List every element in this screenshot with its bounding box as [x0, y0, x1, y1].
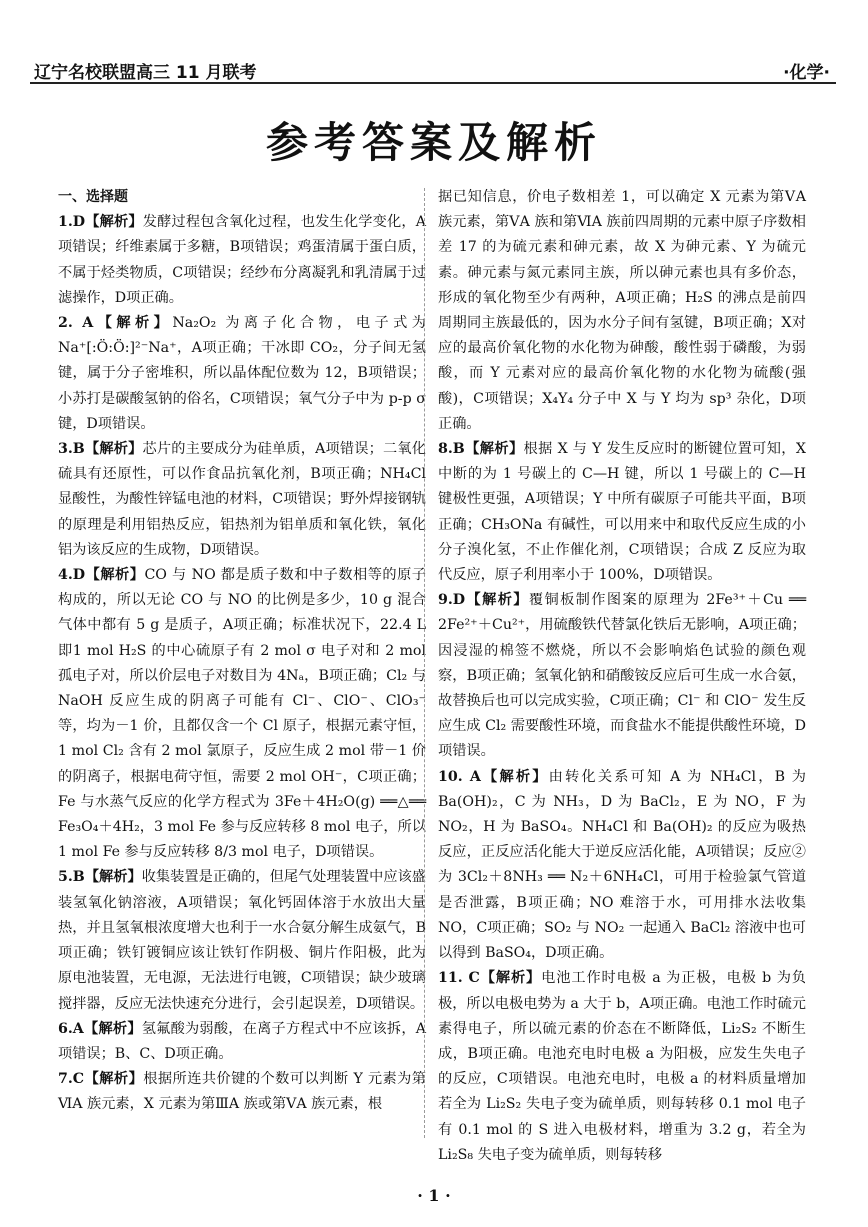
answer-number: 1.D	[58, 214, 86, 231]
answer-number: 5.B	[58, 869, 85, 886]
answer-text: 发酵过程包含氧化过程，也发生化学变化，A项错误；纤维素属于多糖，B项错误；鸡蛋清属于蛋白质，不属于烃类物质，C项错误；经纱布分离凝乳和乳清属于过滤操作，D项正确。	[58, 214, 426, 306]
answer-text: 据已知信息，价电子数相差 1，可以确定 X 元素为第ⅤA 族元素，第ⅤA 族和第ⅥA 族前四周期的元素中原子序数相差 17 的为硫元素和砷元素，故 X 为砷元素、Y 为硫元素。砷元素与氮元素同主族，所以砷元素也具有多价态，形成的氧化物至少有两种，A项正确；H₂S 的沸点是前四周期同主族最低的，因为水分子间有氢键，B项正确；X对应的最高价氧化物的水化物为砷酸，酸性弱于磷酸，为弱酸，而 Y 元素对应的最高价氧化物的水化物为硫酸(强酸)，C项错误；X₄Y₄ 分子中 X 与 Y 均为 sp³ 杂化，D项正确。	[438, 189, 806, 432]
answer-number: 4.D	[58, 567, 86, 584]
answer-item	[438, 588, 806, 764]
answer-item	[438, 765, 806, 967]
answer-text: Na₂O₂ 为离子化合物，电子式为 Na⁺[:Ö:Ö:]²⁻Na⁺，A项正确；干冰即 CO₂，分子间无氢键，属于分子密堆积，所以晶体配位数为 12，B项错误；小苏打是碳酸氢钠的俗名，C项错误；氧气分子中为 p-p σ 键，D项错误。	[58, 315, 426, 432]
answer-text: 氢氟酸为弱酸，在离子方程式中不应该拆，A项错误；B、C、D项正确。	[58, 1020, 426, 1062]
answer-number: 8.B	[438, 441, 465, 458]
answer-number: 9.D	[438, 592, 466, 609]
page-number: · 1 ·	[417, 1186, 451, 1205]
answer-item	[58, 437, 426, 563]
analysis-tag: 【解析】	[464, 441, 524, 458]
answer-item	[58, 865, 426, 1016]
answer-text: CO 与 NO 都是质子数和中子数相等的原子构成的，所以无论 CO 与 NO 的比例是多少，10 g 混合气体中都有 5 g 是质子，A项正确；标准状况下，22.4 L 即1 mol H₂S 的中心硫原子有 2 mol σ 电子对和 2 mol 孤电子对，所以价层电子对数目为 4Nₐ，B项正确；Cl₂ 与 NaOH 反应生成的阴离子可能有 Cl⁻、ClO⁻、ClO₃⁻ 等，均为－1 价，且都仅含一个 Cl 原子，根据元素守恒，1 mol Cl₂ 含有 2 mol 氯原子，反应生成 2 mol 带－1 价的阴离子，根据电荷守恒，需要 2 mol OH⁻，C项正确；Fe 与水蒸气反应的化学方程式为 3Fe＋4H₂O(g) ══△══ Fe₃O₄＋4H₂，3 mol Fe 参与反应转移 8 mol 电子，所以 1 mol Fe 参与反应转移 8/3 mol 电子，D项错误。	[58, 567, 426, 861]
answer-item	[58, 1067, 426, 1117]
answer-number: 10. A	[438, 768, 481, 785]
analysis-tag: 【解析】	[84, 869, 142, 886]
column-divider	[424, 188, 425, 1138]
right-column	[438, 185, 806, 1168]
analysis-tag: 【解析】	[480, 768, 549, 785]
answer-number: 2. A	[58, 315, 94, 332]
answer-number: 6.A	[58, 1020, 84, 1037]
answer-item	[58, 563, 426, 865]
page-header	[30, 56, 836, 84]
exam-name: 辽宁名校联盟高三 11 月联考	[34, 63, 257, 83]
analysis-tag: 【解析】	[93, 315, 173, 332]
answer-text: 电池工作时电极 a 为正极，电极 b 为负极，所以电极电势为 a 大于 b，A项正确。电池工作时硫元素得电子，所以硫元素的价态在不断降低，Li₂S₂ 不断生成，B项正确。电池充电时电极 a 为阳极，应发生失电子的反应，C项错误。电池充电时，电极 a 的材料质量增加若全为 Li₂S₂ 失电子变为硫单质，则每转移 0.1 mol 电子有 0.1 mol 的 S 进入电极材料，增重为 3.2 g，若全为 Li₂S₈ 失电子变为硫单质，则每转移	[438, 970, 806, 1163]
answer-text: 收集装置是正确的，但尾气处理装置中应该盛装氢氧化钠溶液，A项错误；氧化钙固体溶于水放出大量热，并且氢氧根浓度增大也利于一水合氨分解生成氨气，B项正确；铁钉镀铜应该让铁钉作阴极、铜片作阳极，此为原电池装置，无电源，无法进行电镀，C项错误；缺少玻璃搅拌器，反应无法快速充分进行，会引起误差，D项错误。	[58, 869, 426, 1012]
left-column	[58, 185, 426, 1118]
section-heading: 一、选择题	[58, 189, 128, 205]
answer-text: 芯片的主要成分为硅单质，A项错误；二氧化硫具有还原性，可以作食品抗氧化剂，B项正确；NH₄Cl 显酸性，为酸性锌锰电池的材料，C项错误；野外焊接钢轨的原理是利用铝热反应，铝热剂为铝单质和氧化铁，氧化铝为该反应的生成物，D项错误。	[58, 441, 426, 558]
subject-label: ·化学·	[783, 63, 830, 83]
answer-item	[438, 966, 806, 1168]
analysis-tag: 【解析】	[85, 214, 143, 231]
answer-text: 覆铜板制作图案的原理为 2Fe³⁺＋Cu ══ 2Fe²⁺＋Cu²⁺，用硫酸铁代替氯化铁后无影响，A项正确；因浸湿的棉签不燃烧，所以不会影响焰色试验的颜色观察，B项正确；氢氧化钠和硝酸铵反应后可生成一水合氨，故替换后也可以完成实验，C项正确；Cl⁻ 和 ClO⁻ 发生反应生成 Cl₂ 需要酸性环境，而食盐水不能提供酸性环境，D项错误。	[438, 592, 806, 760]
answer-number: 11. C	[438, 970, 480, 987]
analysis-tag: 【解析】	[84, 441, 143, 458]
answer-text: 根据所连共价键的个数可以判断 Y 元素为第ⅥA 族元素，X 元素为第ⅢA 族或第ⅤA 族元素，根	[58, 1071, 426, 1113]
answer-item	[438, 437, 806, 588]
analysis-tag: 【解析】	[84, 1071, 144, 1088]
analysis-tag: 【解析】	[465, 592, 529, 609]
analysis-tag: 【解析】	[85, 567, 145, 584]
answer-text: 由转化关系可知 A 为 NH₄Cl，B 为 Ba(OH)₂，C 为 NH₃，D 为 BaCl₂，E 为 NO，F 为 NO₂，H 为 BaSO₄。NH₄Cl 和 Ba(OH)₂ 的反应为吸热反应，正反应活化能大于逆反应活化能，A项错误；反应②为 3Cl₂＋8NH₃ ══ N₂＋6NH₄Cl，可用于检验氯气管道是否泄露，B项正确；NO 难溶于水，可用排水法收集 NO，C项正确；SO₂ 与 NO₂ 一起通入 BaCl₂ 溶液中也可以得到 BaSO₄，D项正确。	[438, 768, 806, 962]
analysis-tag: 【解析】	[479, 970, 542, 987]
answer-item	[438, 185, 806, 437]
answer-number: 3.B	[58, 441, 85, 458]
answer-item	[58, 311, 426, 437]
answer-item	[58, 210, 426, 311]
answer-item	[58, 1017, 426, 1067]
answer-number: 7.C	[58, 1071, 85, 1088]
analysis-tag: 【解析】	[83, 1020, 142, 1037]
page-title: 参考答案及解析	[265, 118, 602, 167]
answer-text: 根据 X 与 Y 发生反应时的断键位置可知，X 中断的为 1 号碳上的 C—H 键，所以 1 号碳上的 C—H 键极性更强，A项错误；Y 中所有碳原子可能共平面，B项正确；CH₃ONa 有碱性，可以用来中和取代反应生成的小分子溴化氢，不止作催化剂，C项错误；合成 Z 反应为取代反应，原子利用率小于 100%，D项错误。	[438, 441, 806, 584]
